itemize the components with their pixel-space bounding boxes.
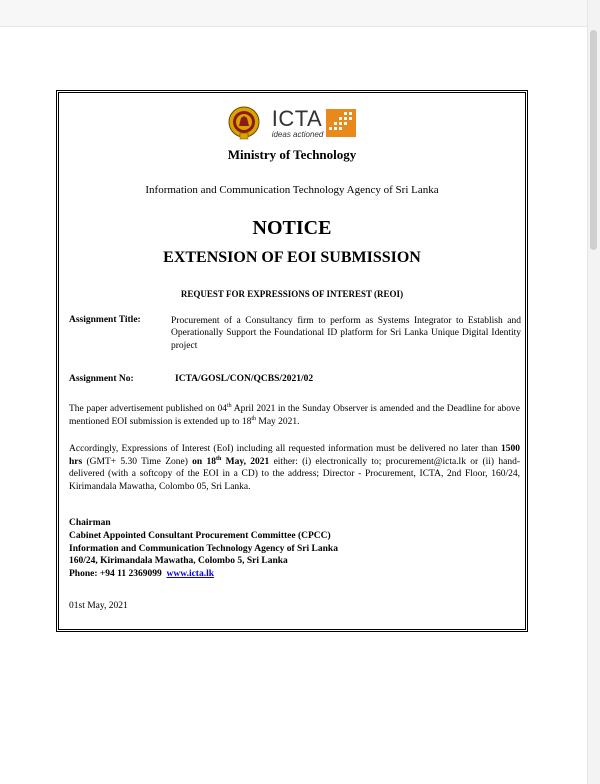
- agency-name: Information and Communication Technology Agency of Sri Lanka: [145, 184, 439, 196]
- amendment-paragraph: The paper advertisement published on 04th April 2021 in the Sunday Observer is amended and the Deadline for above mentioned EOI submission is extended up to 18th May 2021.: [69, 403, 520, 427]
- notice-date: 01st May, 2021: [69, 601, 128, 611]
- icta-logo-tagline: ideas actioned: [271, 129, 324, 139]
- viewer-toolbar: [0, 0, 600, 27]
- scrollbar-thumb[interactable]: [590, 30, 597, 250]
- assignment-no-value: ICTA/GOSL/CON/QCBS/2021/02: [175, 374, 314, 384]
- address-line: 160/24, Kirimandala Mawatha, Colombo 5, Sri Lanka: [69, 556, 288, 567]
- signatory-title: Chairman: [69, 518, 111, 528]
- notice-subheading: EXTENSION OF EOI SUBMISSION: [163, 249, 421, 266]
- icta-logo-mark-icon: [326, 109, 356, 137]
- assignment-no-label: Assignment No:: [69, 374, 134, 384]
- vertical-scrollbar[interactable]: [587, 0, 600, 784]
- assignment-title-value: Procurement of a Consultancy firm to perform as Systems Integrator to Establish and Operationally Support the Foundational ID platform for Sri Lanka Unique Digital Identity project: [171, 316, 521, 351]
- website-link[interactable]: www.icta.lk: [166, 569, 215, 580]
- agency-signature-line: Information and Communication Technology Agency of Sri Lanka: [69, 543, 338, 554]
- contact-line: [69, 568, 338, 581]
- icta-logo: [271, 105, 357, 139]
- logo-header: [59, 105, 525, 141]
- notice-heading: NOTICE: [252, 217, 332, 239]
- icta-logo-word: ICTA: [271, 105, 323, 131]
- submission-paragraph: Accordingly, Expressions of Interest (EoI) including all requested information must be delivered no later than 1500 hrs (GMT+ 5.30 Time Zone) on 18th May, 2021 either: (i) electronically to; procurement@icta.lk or (ii) hand-delivered (with a softcopy of the EOI in a CD) to the address; Director - Procurement, ICTA, 2nd Floor, 160/24, Kirimandala Mawatha, Colombo 05, Sri Lanka.: [69, 444, 520, 492]
- notice-document: [56, 90, 528, 632]
- phone-number: Phone: +94 11 2369099: [69, 569, 162, 580]
- reoi-heading: REQUEST FOR EXPRESSIONS OF INTEREST (REOI): [180, 289, 404, 299]
- signature-block: [69, 517, 338, 581]
- sri-lanka-emblem-icon: [228, 106, 260, 140]
- committee-name: Cabinet Appointed Consultant Procurement Committee (CPCC): [69, 530, 331, 541]
- assignment-title-label: Assignment Title:: [69, 315, 141, 325]
- ministry-name: Ministry of Technology: [227, 147, 357, 162]
